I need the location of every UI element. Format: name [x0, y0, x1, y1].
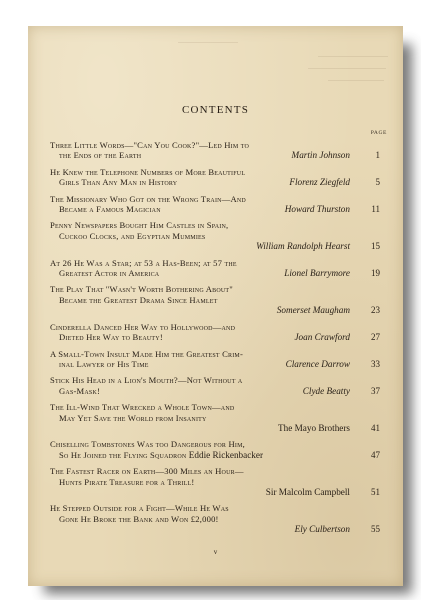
entry-page-number: 33	[371, 358, 380, 369]
entry-author: Howard Thurston	[284, 204, 350, 215]
entry-author: Somerset Maugham	[276, 305, 350, 316]
entry-page-number: 37	[371, 385, 380, 396]
contents-entry[interactable]	[50, 503, 380, 534]
entry-title-line-1: Stick His Head in a Lion's Mouth?—Not Without a	[50, 375, 243, 386]
book-page	[28, 26, 403, 586]
entry-author: Ely Culbertson	[294, 524, 350, 535]
contents-entry[interactable]	[50, 194, 380, 215]
entry-title-line-1: The Missionary Who Got on the Wrong Train—And	[50, 193, 246, 204]
contents-entry[interactable]	[50, 466, 380, 497]
entry-page-number: 11	[371, 204, 380, 215]
entry-title-line-2: Gone He Broke the Bank and Won £2,000!	[59, 513, 219, 524]
entry-title-line-2: the Ends of the Earth	[59, 150, 142, 161]
entry-title-line-2: Dieted Her Way to Beauty!	[59, 332, 163, 343]
entry-author: The Mayo Brothers	[278, 422, 350, 433]
entry-title-line-2: Became a Famous Magician	[59, 204, 161, 215]
entry-author: Martin Johnson	[291, 150, 350, 161]
page-column-label: PAGE	[370, 130, 387, 136]
entry-page-number: 23	[371, 305, 380, 316]
entry-title-line-2: May Yet Save the World from Insanity	[59, 412, 207, 423]
entry-page-number: 41	[371, 422, 380, 433]
entry-title-line-1: The Ill-Wind That Wrecked a Whole Town—and	[50, 402, 235, 413]
entry-title-line-2: So He Joined the Flying Squadron	[59, 449, 187, 460]
roman-page-number: v	[213, 548, 218, 556]
contents-entry[interactable]	[50, 402, 380, 433]
entry-title-line-2: Hunts Pirate Treasure for a Thrill!	[59, 476, 195, 487]
entry-page-number: 1	[375, 150, 380, 161]
entry-title-line-1: Penny Newspapers Bought Him Castles in Spain,	[50, 220, 229, 231]
entry-title-line-1: At 26 He Was a Star; at 53 a Has-Been; at 57 the	[50, 257, 237, 268]
entry-title-line-2: Girls Than Any Man in History	[59, 177, 178, 188]
contents-entry[interactable]	[50, 284, 380, 315]
entry-title-line-2: Greatest Actor in America	[59, 268, 160, 279]
bleed-through-mark	[318, 56, 388, 57]
entry-page-number: 19	[371, 268, 380, 279]
entry-title-line-2: Gas-Mask!	[59, 385, 101, 396]
contents-entry[interactable]	[50, 375, 380, 396]
entry-title-line-1: He Knew the Telephone Numbers of More Beautiful	[50, 166, 246, 177]
contents-entry[interactable]	[50, 220, 380, 251]
entry-title-line-2: inal Lawyer of His Time	[59, 358, 149, 369]
entry-author: Lionel Barrymore	[284, 268, 350, 279]
entry-title-line-1: Three Little Words—"Can You Cook?"—Led Him to	[50, 140, 250, 150]
entry-title-line-2: Became the Greatest Drama Since Hamlet	[59, 294, 218, 305]
entry-page-number: 15	[371, 241, 380, 252]
entry-page-number: 51	[371, 486, 380, 497]
entry-page-number: 5	[375, 177, 380, 188]
contents-heading: CONTENTS	[181, 104, 250, 116]
entry-title-line-1: Chiselling Tombstones Was too Dangerous for Him,	[50, 439, 245, 450]
contents-entry[interactable]	[50, 349, 380, 370]
contents-list	[50, 140, 380, 541]
entry-author: William Randolph Hearst	[256, 241, 350, 252]
bleed-through-mark	[328, 80, 384, 81]
entry-title-line-1: The Play That "Wasn't Worth Bothering About"	[50, 284, 233, 295]
bleed-through-mark	[178, 42, 238, 43]
contents-entry[interactable]	[50, 322, 380, 343]
entry-title-line-1: Cinderella Danced Her Way to Hollywood—and	[50, 321, 236, 332]
entry-page-number: 47	[371, 449, 380, 460]
entry-author: Sir Malcolm Campbell	[265, 486, 350, 497]
entry-title-line-1: A Small-Town Insult Made Him the Greatest Crim-	[50, 348, 244, 359]
entry-author: Eddie Rickenbacker	[188, 449, 264, 460]
entry-author: Clyde Beatty	[302, 385, 350, 396]
contents-entry[interactable]	[50, 439, 380, 460]
entry-page-number: 27	[371, 332, 380, 343]
contents-entry[interactable]	[50, 167, 380, 188]
contents-entry[interactable]	[50, 140, 380, 161]
bleed-through-mark	[308, 68, 386, 69]
contents-entry[interactable]	[50, 258, 380, 279]
entry-title-line-1: The Fastest Racer on Earth—300 Miles an Hour—	[50, 466, 244, 477]
entry-author: Joan Crawford	[294, 332, 350, 343]
entry-title-line-1: He Stepped Outside for a Fight—While He Was	[50, 503, 229, 514]
entry-title-line-2: Cuckoo Clocks, and Egyptian Mummies	[59, 230, 206, 241]
entry-page-number: 55	[371, 524, 380, 535]
entry-author: Clarence Darrow	[285, 358, 350, 369]
entry-author: Florenz Ziegfeld	[289, 177, 350, 188]
